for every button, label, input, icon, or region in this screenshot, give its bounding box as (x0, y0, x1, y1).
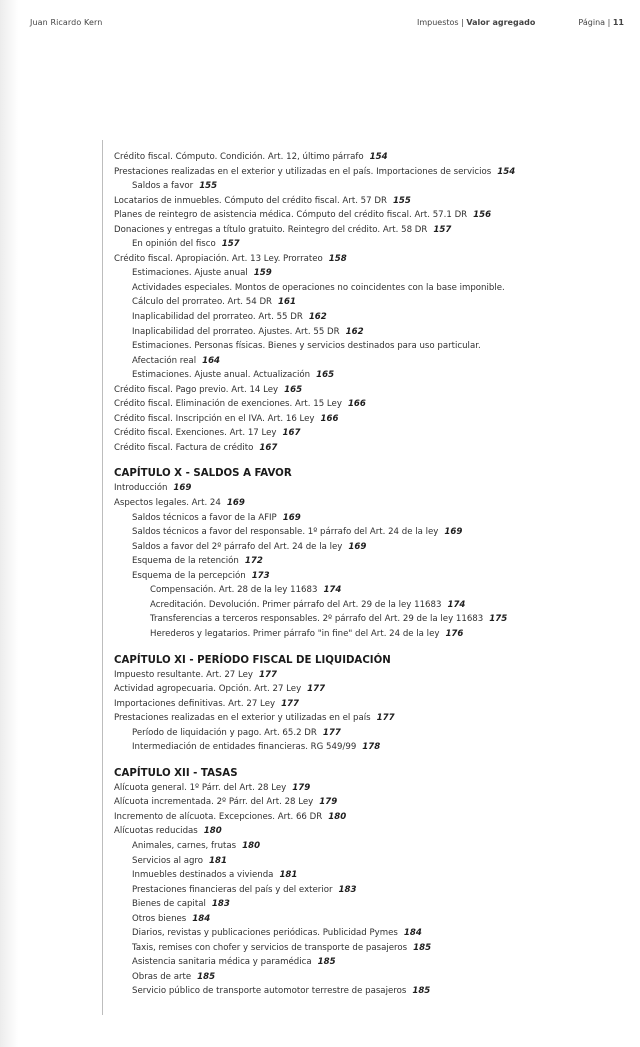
toc-page-number: 175 (489, 614, 508, 625)
toc-entry (114, 970, 519, 985)
toc-page-number: 155 (199, 181, 218, 192)
toc-page-number: 166 (347, 399, 366, 410)
toc-entry-title: Saldos a favor (132, 181, 194, 192)
toc-entry (114, 426, 519, 441)
toc-entry-title: Alícuota incrementada. 2º Párr. del Art. 28 Ley (114, 797, 314, 808)
toc-entry (114, 726, 519, 741)
toc-entry (114, 208, 519, 223)
margin-rule (102, 140, 103, 1015)
toc-page-number: 177 (259, 669, 277, 680)
toc-page-number: 181 (209, 855, 227, 866)
toc-page-number: 165 (284, 384, 303, 395)
toc-entry (114, 165, 519, 180)
toc-entry-title: Actividad agropecuaria. Opción. Art. 27 Ley (114, 684, 302, 695)
toc-page-number: 158 (328, 253, 347, 264)
toc-page-number: 185 (413, 942, 432, 953)
toc-entry (114, 237, 519, 252)
toc-entry-title: Taxis, remises con chofer y servicios de transporte de pasajeros (132, 942, 408, 953)
toc-entry (114, 179, 519, 194)
toc-entry (114, 955, 519, 970)
toc-page-number: 180 (242, 840, 261, 851)
toc-entry-title: Otros bienes (132, 913, 187, 924)
toc-entry-title: Actividades especiales. Montos de operaciones no coincidentes con la base imponible. Cálculo del prorrateo. Art. 54 DR (132, 282, 505, 308)
toc-entry-title: Donaciones y entregas a título gratuito. Reintegro del crédito. Art. 58 DR (114, 224, 428, 235)
toc-entry (114, 868, 519, 883)
toc-page-number: 179 (292, 782, 311, 793)
toc-entry (114, 941, 519, 956)
toc-entry (114, 266, 519, 281)
toc-page-number: 179 (319, 797, 338, 808)
toc-entry-title: Saldos técnicos a favor de la AFIP (132, 512, 277, 523)
toc-entry-title: Estimaciones. Personas físicas. Bienes y servicios destinados para uso particular. Afectación real (132, 341, 481, 366)
toc-entry (114, 795, 519, 810)
toc-entry (114, 711, 519, 726)
toc-entry-title: Inaplicabilidad del prorrateo. Ajustes. Art. 55 DR (132, 326, 340, 337)
toc-entry (114, 926, 519, 941)
toc-entry-title: Acreditación. Devolución. Primer párrafo del Art. 29 de la ley 11683 (150, 599, 442, 610)
toc-page-number: 169 (173, 483, 192, 494)
toc-entry (114, 598, 519, 613)
toc-page-number: 165 (316, 370, 335, 381)
toc-entry (114, 150, 519, 165)
toc-entry (114, 368, 519, 383)
toc-entry-title: Herederos y legatarios. Primer párrafo "in fine" del Art. 24 de la ley (150, 628, 440, 639)
running-header (417, 18, 624, 27)
page-edge-shadow (0, 0, 18, 1047)
toc-entry (114, 281, 519, 310)
toc-entry-title: Período de liquidación y pago. Art. 65.2 DR (132, 727, 317, 738)
toc-entry (114, 339, 519, 368)
toc-entry (114, 912, 519, 927)
toc-entry-title: Estimaciones. Ajuste anual (132, 268, 248, 279)
toc-entry (114, 481, 519, 496)
toc-page-number: 162 (308, 312, 327, 323)
toc-page-number: 184 (403, 928, 422, 939)
header-separator: | (461, 18, 464, 27)
toc-page-number: 154 (369, 152, 388, 162)
toc-page-number: 174 (323, 585, 342, 596)
toc-page-number: 166 (320, 413, 339, 424)
toc-page-number: 155 (392, 195, 411, 206)
table-of-contents (114, 150, 519, 999)
toc-page-number: 154 (497, 166, 516, 177)
chapter-heading: CAPÍTULO XII - TASAS (114, 767, 238, 779)
chapter-heading: CAPÍTULO XI - PERÍODO FISCAL DE LIQUIDACIÓN (114, 654, 391, 666)
toc-entry-title: Impuesto resultante. Art. 27 Ley (114, 669, 253, 680)
toc-entry (114, 511, 519, 526)
toc-entry (114, 412, 519, 427)
toc-entry-title: Alícuotas reducidas (114, 826, 198, 837)
toc-entry (114, 569, 519, 584)
toc-entry (114, 325, 519, 340)
toc-entry-title: Saldos técnicos a favor del responsable. 1º párrafo del Art. 24 de la ley (132, 527, 439, 538)
toc-entry (114, 854, 519, 869)
toc-page-number: 185 (412, 986, 431, 997)
toc-entry (114, 740, 519, 755)
toc-page-number: 156 (473, 210, 492, 221)
toc-entry-title: Esquema de la percepción (132, 570, 246, 581)
toc-page-number: 174 (447, 599, 466, 610)
toc-page-number: 177 (322, 727, 341, 738)
toc-entry (114, 883, 519, 898)
toc-entry-title: Crédito fiscal. Eliminación de exenciones. Art. 15 Ley (114, 399, 342, 410)
toc-entry (114, 310, 519, 325)
header-author: Juan Ricardo Kern (30, 18, 103, 27)
toc-entry-title: Diarios, revistas y publicaciones periódicas. Publicidad Pymes (132, 928, 398, 939)
toc-entry-title: Asistencia sanitaria médica y paramédica (132, 957, 312, 968)
toc-entry-title: Planes de reintegro de asistencia médica. Cómputo del crédito fiscal. Art. 57.1 DR (114, 210, 468, 221)
toc-page-number: 173 (251, 570, 270, 581)
toc-entry (114, 441, 519, 456)
toc-entry-title: Prestaciones realizadas en el exterior y utilizadas en el país (114, 713, 371, 724)
toc-page-number: 176 (445, 628, 464, 639)
toc-entry (114, 525, 519, 540)
toc-entry-title: Esquema de la retención (132, 556, 239, 567)
toc-entry (114, 540, 519, 555)
toc-entry-title: Animales, carnes, frutas (132, 840, 237, 851)
toc-entry-title: Transferencias a terceros responsables. 2º párrafo del Art. 29 de la ley 11683 (150, 614, 484, 625)
toc-entry-title: Prestaciones realizadas en el exterior y utilizadas en el país. Importaciones de servicios (114, 166, 492, 177)
toc-entry (114, 897, 519, 912)
toc-page-number: 185 (317, 957, 336, 968)
toc-entry (114, 668, 519, 683)
toc-entry (114, 839, 519, 854)
toc-page-number: 178 (362, 742, 381, 753)
toc-entry (114, 810, 519, 825)
toc-entry (114, 496, 519, 511)
toc-page-number: 167 (259, 442, 278, 453)
header-page-number: 11 (612, 18, 624, 27)
chapter-heading: CAPÍTULO X - SALDOS A FAVOR (114, 468, 292, 480)
toc-page-number: 167 (282, 428, 301, 439)
toc-page-number: 180 (328, 811, 347, 822)
toc-entry-title: Introducción (114, 483, 168, 494)
toc-entry (114, 252, 519, 267)
toc-entry-title: Crédito fiscal. Apropiación. Art. 13 Ley. Prorrateo (114, 253, 323, 264)
toc-entry-title: Crédito fiscal. Inscripción en el IVA. Art. 16 Ley (114, 413, 315, 424)
toc-entry (114, 781, 519, 796)
toc-page-number: 169 (444, 527, 463, 538)
header-page-separator: | (607, 18, 611, 27)
toc-entry (114, 397, 519, 412)
toc-entry-title: Locatarios de inmuebles. Cómputo del crédito fiscal. Art. 57 DR (114, 195, 387, 206)
toc-entry (114, 194, 519, 209)
toc-page-number: 169 (348, 541, 367, 552)
toc-entry (114, 612, 519, 627)
header-subsection: Valor agregado (466, 18, 536, 27)
toc-entry (114, 554, 519, 569)
toc-page-number: 184 (192, 913, 211, 924)
toc-page-number: 177 (376, 713, 395, 724)
toc-page-number: 180 (203, 826, 222, 837)
toc-entry (114, 824, 519, 839)
toc-page-number: 185 (197, 971, 216, 982)
toc-entry (114, 697, 519, 712)
toc-page-number: 161 (278, 297, 296, 308)
toc-entry-title: Alícuota general. 1º Párr. del Art. 28 Ley (114, 782, 287, 793)
toc-page-number: 183 (338, 884, 357, 895)
toc-entry-title: Crédito fiscal. Cómputo. Condición. Art. 12, último párrafo (114, 152, 364, 162)
toc-entry-title: Incremento de alícuota. Excepciones. Art. 66 DR (114, 811, 323, 822)
toc-entry (114, 984, 519, 999)
toc-page-number: 162 (345, 326, 364, 337)
toc-page-number: 169 (282, 512, 301, 523)
toc-entry-title: Estimaciones. Ajuste anual. Actualización (132, 370, 311, 381)
toc-entry (114, 223, 519, 238)
toc-entry-title: Inaplicabilidad del prorrateo. Art. 55 DR (132, 312, 303, 323)
toc-entry-title: Prestaciones financieras del país y del exterior (132, 884, 333, 895)
toc-entry-title: Bienes de capital (132, 899, 206, 910)
toc-entry (114, 627, 519, 642)
toc-entry-title: Crédito fiscal. Exenciones. Art. 17 Ley (114, 428, 277, 439)
toc-entry-title: Obras de arte (132, 971, 192, 982)
toc-page-number: 164 (202, 355, 221, 366)
toc-entry (114, 583, 519, 598)
toc-entry-title: Compensación. Art. 28 de la ley 11683 (150, 585, 318, 596)
toc-page-number: 183 (211, 899, 230, 910)
toc-entry-title: Intermediación de entidades financieras. RG 549/99 (132, 742, 357, 753)
toc-entry-title: Crédito fiscal. Pago previo. Art. 14 Ley (114, 384, 279, 395)
toc-entry-title: Importaciones definitivas. Art. 27 Ley (114, 698, 276, 709)
toc-page-number: 157 (221, 239, 240, 250)
toc-entry-title: Aspectos legales. Art. 24 (114, 498, 221, 509)
toc-page-number: 177 (307, 684, 326, 695)
toc-entry-title: En opinión del fisco (132, 239, 216, 250)
toc-entry-title: Saldos a favor del 2º párrafo del Art. 24 de la ley (132, 541, 343, 552)
toc-page-number: 169 (226, 498, 245, 509)
toc-page-number: 172 (244, 556, 263, 567)
header-section: Impuestos (416, 18, 459, 27)
toc-page-number: 159 (253, 268, 272, 279)
header-page-label: Página (578, 18, 606, 27)
toc-entry-title: Servicios al agro (132, 855, 204, 866)
toc-entry (114, 383, 519, 398)
toc-entry (114, 682, 519, 697)
toc-entry-title: Servicio público de transporte automotor terrestre de pasajeros (132, 986, 407, 997)
toc-page-number: 181 (279, 870, 298, 881)
toc-page-number: 157 (433, 224, 452, 235)
toc-entry-title: Crédito fiscal. Factura de crédito (114, 442, 254, 453)
toc-entry-title: Inmuebles destinados a vivienda (132, 870, 274, 881)
toc-page-number: 177 (281, 698, 300, 709)
